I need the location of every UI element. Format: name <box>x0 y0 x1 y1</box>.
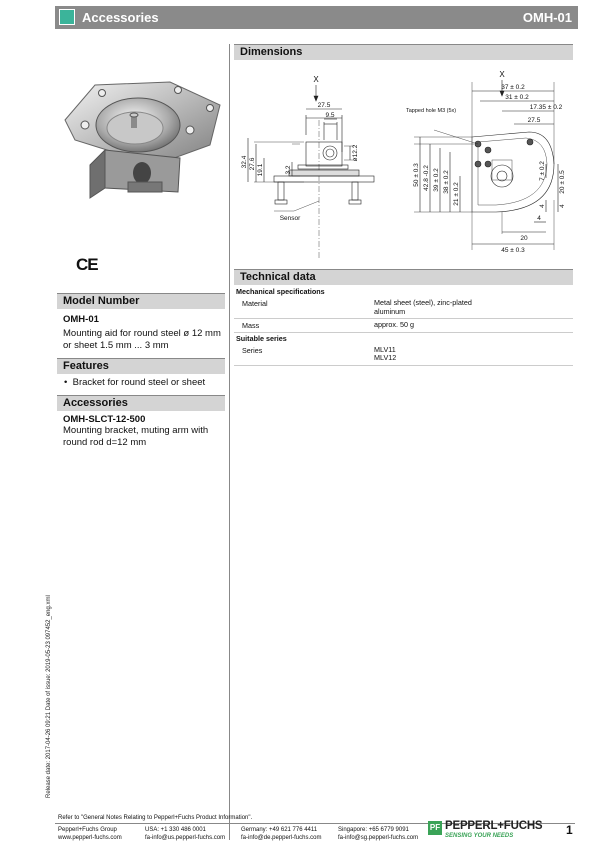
accessory-description: Mounting bracket, muting arm with round rod d=12 mm <box>63 425 209 448</box>
dim-left-h1: 9.5 <box>325 112 335 119</box>
dim-right-r2: 4 <box>539 204 546 208</box>
brand-logo <box>428 820 546 846</box>
dimension-left-labels <box>241 75 359 222</box>
td-key: Series <box>242 345 263 355</box>
dim-right-r0: 7 ± 0.2 <box>539 161 546 181</box>
accessories-section-header <box>57 395 225 411</box>
dim-right-left4: 21 ± 0.2 <box>453 182 460 206</box>
footer-note: Refer to "General Notes Relating to Pepperl+Fuchs Product Information". <box>58 815 253 821</box>
model-code: OMH-01 <box>63 314 99 325</box>
dimensions-heading: Dimensions <box>240 46 303 58</box>
sensor-label: Sensor <box>279 215 301 222</box>
tapped-hole-label: Tapped hole M3 (5x) <box>406 108 457 114</box>
footer-usa-phone: USA: +1 330 486 0001 <box>145 827 206 833</box>
left-axis-x: X <box>313 75 319 84</box>
dim-right-left3: 38 ± 0.2 <box>443 170 450 194</box>
product-code: OMH-01 <box>522 10 572 25</box>
release-info-vertical: Release date: 2017-04-26 09:21 Date of issue: 2019-05-23 097452_eng.xml <box>46 595 52 798</box>
dim-right-r3: 4 <box>559 204 566 208</box>
td-group-title: Suitable series <box>236 333 287 343</box>
td-value: approx. 50 g <box>374 320 414 329</box>
features-heading: Features <box>63 360 109 372</box>
footer-singapore-phone: Singapore: +65 6779 9091 <box>338 827 409 833</box>
dim-left-v1: 27.6 <box>249 157 256 171</box>
dim-left-v0: 32.4 <box>241 155 248 169</box>
page-header <box>55 6 578 29</box>
footer-col-group <box>58 826 122 842</box>
dim-right-left2: 39 ± 0.2 <box>433 168 440 192</box>
dim-right-left0: 50 ± 0.3 <box>413 163 420 187</box>
feature-text: Bracket for round steel or sheet <box>72 377 206 388</box>
model-number-heading: Model Number <box>63 295 140 307</box>
technical-data-section-header <box>234 269 573 285</box>
dimensions-drawing <box>234 60 579 260</box>
dimension-left-view <box>248 85 374 260</box>
technical-data-table <box>234 286 573 366</box>
table-row <box>234 344 573 366</box>
dim-left-h0: 27.5 <box>317 102 331 109</box>
td-value: MLV11 MLV12 <box>374 344 397 362</box>
dim-right-b2: 45 ± 0.3 <box>501 247 525 254</box>
dim-right-b1: 20 <box>520 235 528 242</box>
dimensions-section-header <box>234 44 573 60</box>
td-key: Material <box>242 299 268 308</box>
features-section-header <box>57 358 225 374</box>
dim-left-v4: ø12.2 <box>352 144 359 162</box>
technical-data-heading: Technical data <box>240 271 316 283</box>
footer-singapore-email[interactable]: fa-info@sg.pepperl-fuchs.com <box>338 835 419 841</box>
footer-group-web[interactable]: www.pepperl-fuchs.com <box>58 835 122 841</box>
footer-col-singapore <box>338 826 418 842</box>
model-number-section-header <box>57 293 225 309</box>
dim-right-top0: 37 ± 0.2 <box>501 84 525 91</box>
footer-col-germany <box>241 826 321 842</box>
accessories-heading: Accessories <box>63 397 128 409</box>
page-number: 1 <box>566 823 573 837</box>
table-row <box>234 319 573 333</box>
right-axis-x: X <box>499 70 505 79</box>
brand-slogan: SENSING YOUR NEEDS <box>445 833 514 839</box>
dim-right-top3: 27.5 <box>527 117 541 124</box>
page-title: Accessories <box>82 10 159 25</box>
dim-right-r1: 20 ± 0.5 <box>559 170 566 194</box>
td-value: Metal sheet (steel), zinc-plated aluminum <box>374 298 472 316</box>
brand-name: PEPPERL+FUCHS <box>445 820 543 832</box>
dim-right-left1: 42.8 -0.2 <box>423 165 430 191</box>
ce-mark: CE <box>76 255 98 274</box>
product-photo <box>60 70 230 205</box>
dim-right-b0: 4 <box>537 215 541 222</box>
dim-left-v3: 3.2 <box>285 165 292 175</box>
footer-usa-email[interactable]: fa-info@us.pepperl-fuchs.com <box>145 835 226 841</box>
footer-germany-email[interactable]: fa-info@de.pepperl-fuchs.com <box>241 835 322 841</box>
dim-right-top2: 17.35 ± 0.2 <box>529 104 563 111</box>
td-group-title: Mechanical specifications <box>236 287 325 296</box>
dim-left-v2: 19.1 <box>257 163 264 177</box>
header-square-icon <box>59 9 75 25</box>
features-list-item: • Bracket for round steel or sheet <box>64 377 206 388</box>
td-key: Mass <box>242 321 260 330</box>
table-row <box>234 297 573 319</box>
dim-right-top1: 31 ± 0.2 <box>505 94 529 101</box>
brand-logo-icon: PF <box>428 821 442 835</box>
footer-germany-phone: Germany: +49 621 776 4411 <box>241 827 318 833</box>
accessory-code: OMH-SLCT-12-500 <box>63 414 146 425</box>
model-description: Mounting aid for round steel ø 12 mm or sheet 1.5 mm ... 3 mm <box>63 328 221 351</box>
footer-col-usa <box>145 826 225 842</box>
footer-group-name: Pepperl+Fuchs Group <box>58 827 117 833</box>
